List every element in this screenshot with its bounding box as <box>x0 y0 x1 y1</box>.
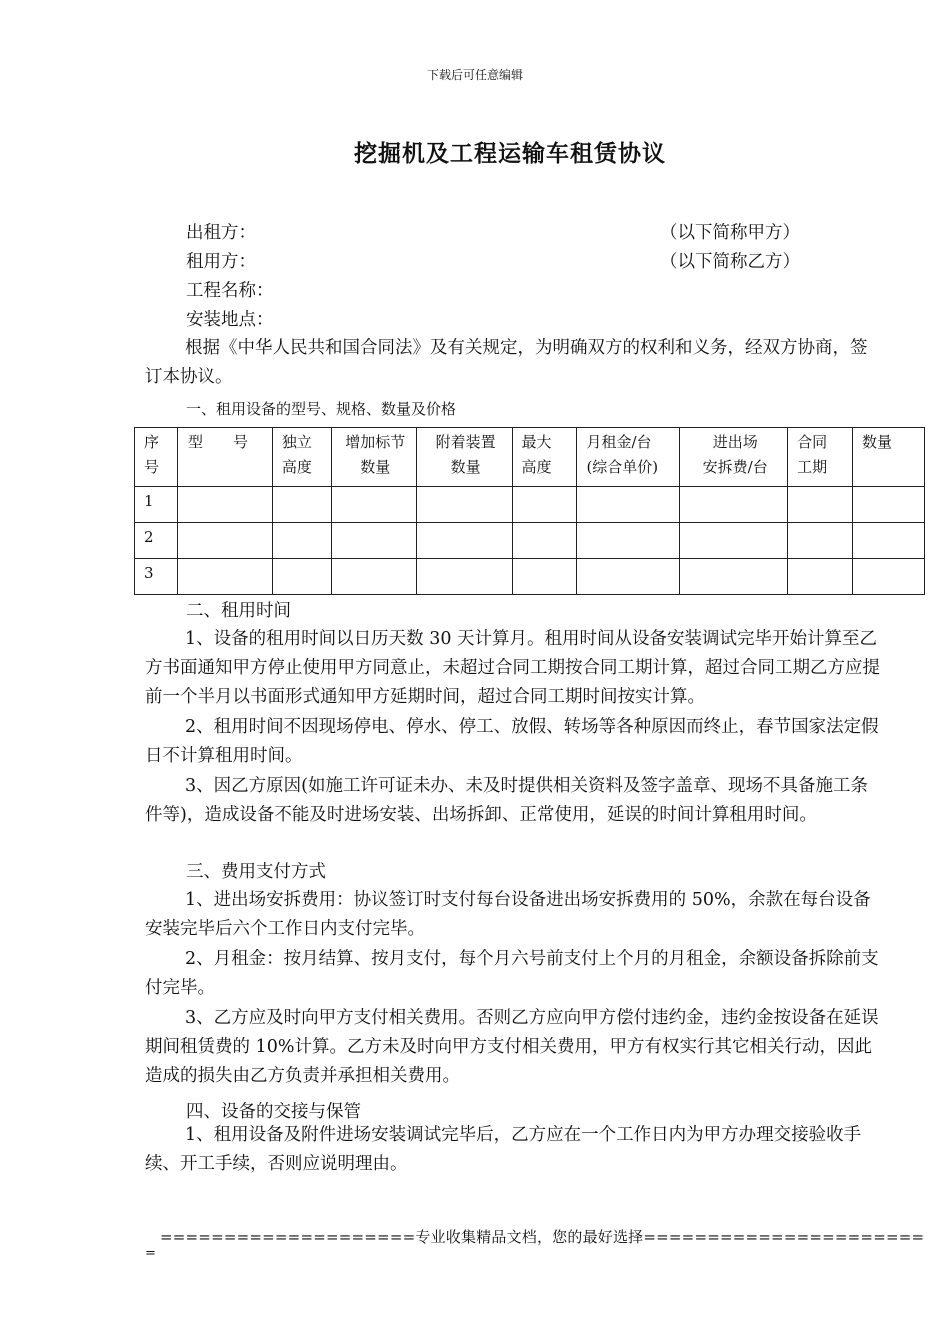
lessor-label: 出租方： <box>186 223 256 243</box>
table-cell <box>577 487 680 523</box>
header-cell-model: 型 号 <box>177 428 272 487</box>
table-row <box>135 559 925 595</box>
table-header-row <box>135 428 925 487</box>
footer-banner: ====================专业收集精品文档，您的最好选择====================== <box>160 1228 925 1246</box>
table-cell <box>788 559 853 595</box>
intro-paragraph: 根据《中华人民共和国合同法》及有关规定，为明确双方的权利和义务，经双方协商，签订本协议。 <box>145 338 868 387</box>
section1-heading: 一、租用设备的型号、规格、数量及价格 <box>186 400 457 418</box>
section4-item-1: 1、租用设备及附件进场安装调试完毕后，乙方应在一个工作日内为甲方办理交接验收手续、开工手续，否则应说明理由。 <box>145 1125 862 1174</box>
table-cell <box>177 523 272 559</box>
table-cell <box>416 559 512 595</box>
header-cell-standalone-height: 独立 高度 <box>272 428 331 487</box>
header-cell-index: 序 号 <box>135 428 178 487</box>
footer-tail: = <box>145 1246 156 1261</box>
table-cell: 3 <box>135 559 178 595</box>
table-cell <box>788 523 853 559</box>
section2-heading: 二、租用时间 <box>186 601 291 621</box>
section3-heading: 三、费用支付方式 <box>186 862 326 882</box>
document-title: 挖掘机及工程运输车租赁协议 <box>354 140 666 167</box>
header-cell-max-height: 最大 高度 <box>512 428 577 487</box>
section2-item-1: 1、设备的租用时间以日历天数 30 天计算月。租用时间从设备安装调试完毕开始计算至乙方书面通知甲方停止使用甲方同意止，未超过合同工期按合同工期计算，超过合同工期乙方应提前一个半月以书面形式通知甲方延期时间，超过合同工期时间按实计算。 <box>145 629 880 707</box>
table-cell <box>680 487 788 523</box>
table-cell <box>331 487 416 523</box>
lessee-note: （以下简称乙方） <box>660 252 800 272</box>
table-cell: 1 <box>135 487 178 523</box>
section4-heading: 四、设备的交接与保管 <box>186 1102 361 1122</box>
table-cell <box>272 559 331 595</box>
section2-item-2: 2、租用时间不因现场停电、停水、停工、放假、转场等各种原因而终止，春节国家法定假日不计算租用时间。 <box>145 717 879 766</box>
table-cell <box>680 523 788 559</box>
table-row <box>135 523 925 559</box>
header-cell-extra-sections: 增加标节 数量 <box>331 428 416 487</box>
location-label: 安装地点： <box>186 310 274 330</box>
lessee-label: 租用方： <box>186 252 256 272</box>
header-cell-install-fee: 进出场 安拆费/台 <box>680 428 788 487</box>
table-cell <box>853 559 925 595</box>
table-cell <box>331 523 416 559</box>
table-cell <box>853 523 925 559</box>
table-cell <box>177 487 272 523</box>
header-cell-attachments: 附着装置 数量 <box>416 428 512 487</box>
section3-item-1: 1、进出场安拆费用：协议签订时支付每台设备进出场安拆费用的 50%，余款在每台设备安装完毕后六个工作日内支付完毕。 <box>145 890 871 939</box>
table-cell <box>577 523 680 559</box>
table-cell <box>416 487 512 523</box>
table-row <box>135 487 925 523</box>
table-cell <box>512 487 577 523</box>
table-cell <box>577 559 680 595</box>
table-cell <box>512 523 577 559</box>
table-cell: 2 <box>135 523 178 559</box>
section2-item-3: 3、因乙方原因(如施工许可证未办、未及时提供相关资料及签字盖章、现场不具备施工条件等)，造成设备不能及时进场安装、出场拆卸、正常使用，延误的时间计算租用时间。 <box>145 776 868 825</box>
table-cell <box>416 523 512 559</box>
table-cell <box>272 487 331 523</box>
header-cell-contract-period: 合同 工期 <box>788 428 853 487</box>
table-cell <box>177 559 272 595</box>
section3-item-2: 2、月租金：按月结算、按月支付，每个月六号前支付上个月的月租金，余额设备拆除前支付完毕。 <box>145 949 879 998</box>
header-note: 下载后可任意编辑 <box>426 68 523 82</box>
table-cell <box>788 487 853 523</box>
table-cell <box>853 487 925 523</box>
table-cell <box>680 559 788 595</box>
project-label: 工程名称： <box>186 281 274 301</box>
table-cell <box>272 523 331 559</box>
section3-item-3: 3、乙方应及时向甲方支付相关费用。否则乙方应向甲方偿付违约金，违约金按设备在延误期间租赁费的 10%计算。乙方未及时向甲方支付相关费用，甲方有权实行其它相关行动，因此造成的损失由乙方负责并承担相关费用。 <box>145 1008 879 1086</box>
lessor-note: （以下简称甲方） <box>660 223 800 243</box>
equipment-table <box>134 427 925 595</box>
header-cell-monthly-rent: 月租金/台 (综合单价) <box>577 428 680 487</box>
table-cell <box>512 559 577 595</box>
table-cell <box>331 559 416 595</box>
header-cell-quantity: 数量 <box>853 428 925 487</box>
